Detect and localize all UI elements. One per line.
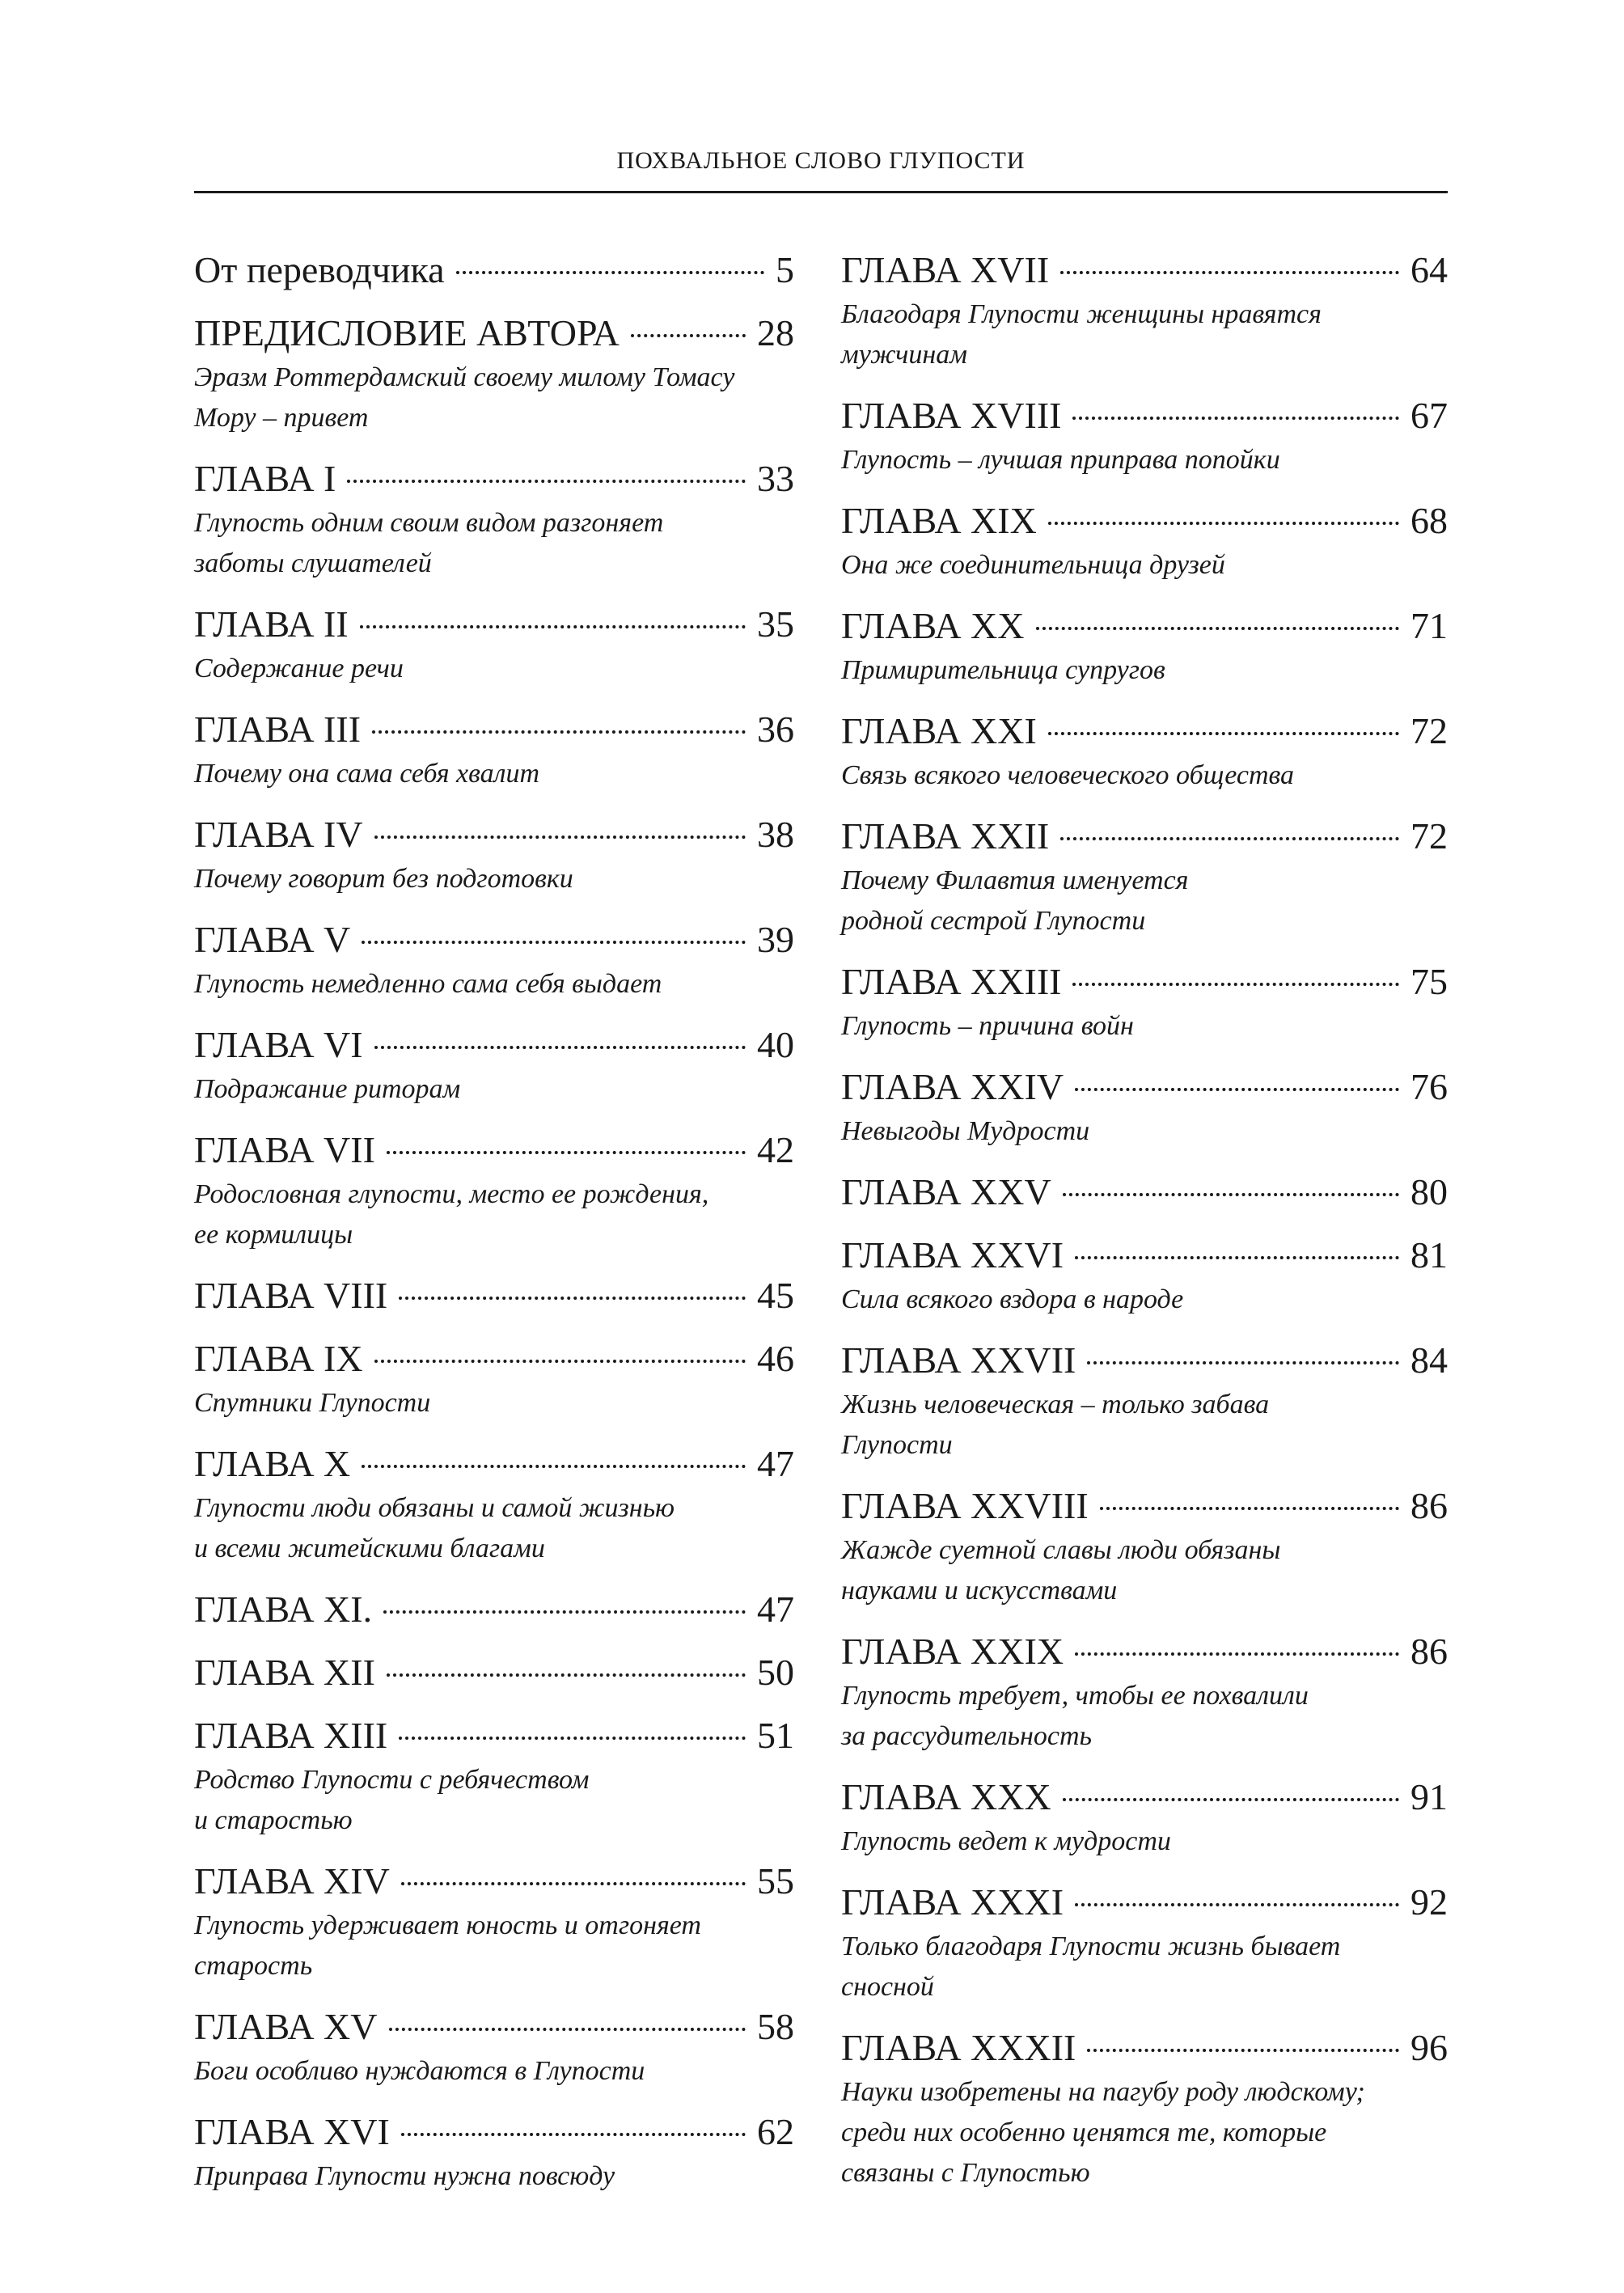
toc-entry-row (841, 1338, 1448, 1383)
toc-entry-title: ГЛАВА XVII (841, 249, 1050, 290)
toc-entry-subtitle: Приправа Глупости нужна повсюду (194, 2161, 615, 2191)
toc-entry-page: 64 (1410, 249, 1448, 290)
toc-entry-subtitle: Примирительница супругов (841, 655, 1165, 685)
toc-entry-page: 55 (757, 1860, 794, 1902)
toc-entry-subtitle: Жажде суетной славы люди обязаны науками и искусствами (841, 1535, 1281, 1606)
toc-entry-title: ГЛАВА XXI (841, 710, 1037, 751)
toc-entry-row (194, 1441, 794, 1487)
toc-entry (194, 1859, 794, 1986)
toc-entry-page: 86 (1410, 1631, 1448, 1672)
toc-entry (841, 814, 1448, 941)
toc-dot-leader (456, 271, 764, 274)
toc-entry (194, 1336, 794, 1424)
toc-dot-leader (374, 1360, 746, 1363)
toc-entry (841, 603, 1448, 691)
toc-dot-leader (1036, 627, 1400, 630)
toc-entry-title: ГЛАВА II (194, 603, 349, 645)
toc-entry-subtitle: Глупость немедленно сама себя выдает (194, 969, 662, 999)
toc-entry-title: ГЛАВА XXVIII (841, 1485, 1089, 1526)
toc-entry-title: ГЛАВА IV (194, 814, 363, 855)
toc-entry-page: 40 (757, 1024, 794, 1065)
toc-entry (841, 393, 1448, 480)
toc-entry-subtitle: Содержание речи (194, 654, 404, 683)
toc-entry (194, 917, 794, 1005)
toc-entry-page: 96 (1410, 2027, 1448, 2068)
toc-entry-row (841, 393, 1448, 438)
toc-entry-title: ГЛАВА XXXII (841, 2027, 1076, 2068)
toc-entry-subtitle: Почему говорит без подготовки (194, 864, 573, 894)
toc-entry-page: 47 (757, 1443, 794, 1484)
toc-entry (194, 1650, 794, 1695)
toc-entry-title: ГЛАВА XXIII (841, 961, 1062, 1002)
toc-entry-row (194, 2004, 794, 2050)
toc-entry (841, 1775, 1448, 1862)
toc-entry-title: ГЛАВА VIII (194, 1275, 388, 1316)
toc-entry-row (194, 311, 794, 356)
toc-entry-title: ГЛАВА XIV (194, 1860, 390, 1902)
toc-entry-title: ГЛАВА XXIV (841, 1066, 1064, 1107)
toc-entry-subtitle: Науки изобретены на пагубу роду людскому; среди них особенно ценятся те, которые связаны с Глупостью (841, 2077, 1365, 2188)
toc-entry (841, 2025, 1448, 2194)
toc-entry-title: ГЛАВА XXII (841, 815, 1050, 857)
toc-entry-subtitle: Глупость – лучшая приправа попойки (841, 445, 1280, 475)
toc-entry-title: ГЛАВА XXX (841, 1776, 1051, 1817)
toc-dot-leader (401, 2133, 746, 2136)
toc-entry-page: 81 (1410, 1234, 1448, 1276)
toc-dot-leader (362, 1465, 746, 1468)
toc-entry (841, 1064, 1448, 1152)
toc-dot-leader (1075, 1088, 1399, 1091)
toc-entry (194, 1587, 794, 1632)
toc-column-right (841, 247, 1448, 2211)
toc-entry (841, 1170, 1448, 1215)
toc-entry-row (841, 1064, 1448, 1110)
toc-entry (841, 1880, 1448, 2007)
toc-entry-title: ГЛАВА X (194, 1443, 351, 1484)
toc-entry-title: ГЛАВА XXV (841, 1171, 1051, 1212)
toc-entry-subtitle: Глупость удерживает юность и отгоняет старость (194, 1910, 701, 1981)
toc-entry (841, 498, 1448, 586)
toc-entry-title: ГЛАВА XI. (194, 1589, 373, 1630)
toc-entry-subtitle: Почему она сама себя хвалит (194, 759, 540, 789)
toc-entry-page: 72 (1410, 815, 1448, 857)
toc-entry-title: ПРЕДИСЛОВИЕ АВТОРА (194, 312, 620, 353)
toc-entry-page: 84 (1410, 1339, 1448, 1381)
toc-entry (194, 247, 794, 293)
toc-entry-title: ГЛАВА XXXI (841, 1881, 1064, 1923)
toc-entry-page: 39 (757, 919, 794, 960)
toc-entry-title: ГЛАВА XIII (194, 1715, 388, 1756)
toc-entry-row (841, 814, 1448, 859)
toc-entry (194, 1127, 794, 1255)
toc-entry (194, 1441, 794, 1569)
toc-entry-row (194, 247, 794, 293)
toc-entry (841, 709, 1448, 796)
toc-entry-row (194, 917, 794, 962)
toc-entry-row (841, 2025, 1448, 2071)
toc-entry-subtitle: Эразм Роттердамский своему милому Томасу Мору – привет (194, 362, 735, 433)
toc-entry-page: 72 (1410, 710, 1448, 751)
toc-entry-row (841, 1880, 1448, 1925)
toc-entry-subtitle: Только благодаря Глупости жизнь бывает сносной (841, 1931, 1341, 2002)
toc-dot-leader (1075, 1903, 1399, 1906)
toc-dot-leader (1100, 1507, 1399, 1510)
toc-entry (194, 2109, 794, 2197)
toc-entry-subtitle: Подражание риторам (194, 1074, 461, 1104)
toc-entry-page: 86 (1410, 1485, 1448, 1526)
toc-dot-leader (399, 1297, 746, 1300)
toc-column-left (194, 247, 794, 2215)
toc-dot-leader (631, 334, 746, 337)
toc-entry-row (841, 1483, 1448, 1529)
toc-dot-leader (1072, 983, 1399, 986)
toc-entry-page: 75 (1410, 961, 1448, 1002)
toc-dot-leader (372, 730, 746, 734)
toc-entry-title: ГЛАВА XX (841, 605, 1025, 646)
toc-entry-title: ГЛАВА XXVI (841, 1234, 1064, 1276)
toc-entry-row (194, 1336, 794, 1381)
toc-entry-subtitle: Жизнь человеческая – только забава Глупости (841, 1390, 1270, 1460)
toc-entry-title: ГЛАВА XXIX (841, 1631, 1064, 1672)
toc-entry-subtitle: Сила всякого вздора в народе (841, 1284, 1184, 1314)
toc-entry-title: ГЛАВА XII (194, 1652, 375, 1693)
toc-entry-page: 91 (1410, 1776, 1448, 1817)
toc-entry-title: ГЛАВА V (194, 919, 351, 960)
toc-entry-page: 35 (757, 603, 794, 645)
toc-entry-row (841, 1233, 1448, 1278)
toc-entry-row (194, 1713, 794, 1758)
toc-entry (194, 707, 794, 794)
toc-dot-leader (374, 1046, 746, 1049)
toc-entry-subtitle: Боги особливо нуждаются в Глупости (194, 2056, 645, 2086)
toc-entry-page: 67 (1410, 395, 1448, 436)
toc-entry-subtitle: Глупости люди обязаны и самой жизнью и всеми житейскими благами (194, 1493, 675, 1563)
toc-entry-subtitle: Родословная глупости, место ее рождения, ее кормилицы (194, 1179, 709, 1250)
toc-entry-row (194, 456, 794, 501)
toc-entry-row (194, 602, 794, 647)
toc-entry-subtitle: Почему Филавтия именуется родной сестрой Глупости (841, 865, 1189, 936)
toc-entry-row (194, 707, 794, 752)
toc-entry-row (841, 1629, 1448, 1674)
toc-entry-row (194, 1650, 794, 1695)
toc-entry (194, 456, 794, 584)
toc-entry-subtitle: Глупость одним своим видом разгоняет заботы слушателей (194, 508, 664, 578)
toc-dot-leader (399, 1737, 746, 1740)
toc-dot-leader (1060, 271, 1399, 274)
toc-entry-subtitle: Невыгоды Мудрости (841, 1116, 1090, 1146)
toc-dot-leader (362, 941, 746, 944)
toc-entry-subtitle: Она же соединительница друзей (841, 550, 1225, 580)
toc-dot-leader (387, 1151, 746, 1154)
toc-entry-title: От переводчика (194, 249, 445, 290)
toc-entry-page: 38 (757, 814, 794, 855)
toc-entry-row (194, 1273, 794, 1318)
toc-entry-page: 47 (757, 1589, 794, 1630)
toc-entry (194, 311, 794, 438)
toc-dot-leader (1060, 837, 1399, 840)
toc-entry-title: ГЛАВА VI (194, 1024, 363, 1065)
toc-dot-leader (347, 480, 746, 483)
toc-entry-row (194, 2109, 794, 2155)
toc-entry (194, 1273, 794, 1318)
toc-entry-subtitle: Глупость – причина войн (841, 1011, 1134, 1041)
toc-dot-leader (1072, 417, 1399, 420)
toc-entry-row (841, 603, 1448, 649)
header-rule (194, 191, 1448, 193)
toc-entry-row (841, 498, 1448, 544)
toc-dot-leader (360, 625, 746, 628)
toc-entry-page: 50 (757, 1652, 794, 1693)
toc-entry-page: 46 (757, 1338, 794, 1379)
toc-entry-page: 76 (1410, 1066, 1448, 1107)
toc-dot-leader (383, 1610, 746, 1614)
toc-entry-row (841, 959, 1448, 1005)
toc-entry (841, 959, 1448, 1047)
toc-entry-title: ГЛАВА XXVII (841, 1339, 1076, 1381)
toc-entry-subtitle: Глупость ведет к мудрости (841, 1826, 1171, 1856)
toc-entry-subtitle: Благодаря Глупости женщины нравятся мужчинам (841, 299, 1322, 370)
toc-entry-row (194, 812, 794, 857)
toc-dot-leader (1075, 1256, 1399, 1259)
toc-dot-leader (1063, 1798, 1399, 1801)
toc-entry-subtitle: Глупость требует, чтобы ее похвалили за рассудительность (841, 1681, 1309, 1751)
toc-dot-leader (401, 1882, 746, 1885)
toc-entry (841, 1483, 1448, 1611)
toc-entry (841, 247, 1448, 375)
toc-entry-page: 36 (757, 709, 794, 750)
toc-dot-leader (387, 1673, 746, 1677)
toc-entry-page: 71 (1410, 605, 1448, 646)
toc-entry-row (194, 1127, 794, 1173)
toc-entry-row (194, 1022, 794, 1068)
toc-entry-subtitle: Родство Глупости с ребячеством и старостью (194, 1765, 590, 1835)
toc-entry-page: 45 (757, 1275, 794, 1316)
toc-entry (194, 1713, 794, 1841)
running-title: ПОХВАЛЬНОЕ СЛОВО ГЛУПОСТИ (616, 147, 1026, 174)
toc-dot-leader (1087, 1361, 1399, 1364)
toc-entry-title: ГЛАВА III (194, 709, 362, 750)
toc-entry-page: 51 (757, 1715, 794, 1756)
toc-dot-leader (389, 2028, 746, 2031)
toc-dot-leader (1048, 522, 1399, 525)
toc-entry-title: ГЛАВА XIX (841, 500, 1037, 541)
toc-entry (194, 812, 794, 899)
toc-entry (841, 1233, 1448, 1320)
toc-entry-row (841, 1170, 1448, 1215)
toc-entry (841, 1338, 1448, 1466)
toc-entry-title: ГЛАВА IX (194, 1338, 363, 1379)
toc-entry-page: 62 (757, 2111, 794, 2152)
toc-entry-page: 28 (757, 312, 794, 353)
toc-entry-page: 5 (776, 249, 794, 290)
toc-entry-subtitle: Связь всякого человеческого общества (841, 760, 1295, 790)
toc-entry-page: 80 (1410, 1171, 1448, 1212)
toc-entry-title: ГЛАВА XV (194, 2006, 378, 2047)
toc-entry-row (841, 709, 1448, 754)
toc-entry-row (841, 1775, 1448, 1820)
toc-entry-title: ГЛАВА XVIII (841, 395, 1062, 436)
toc-entry-page: 92 (1410, 1881, 1448, 1923)
toc-entry-page: 33 (757, 458, 794, 499)
toc-entry (194, 2004, 794, 2092)
toc-entry-row (194, 1587, 794, 1632)
toc-entry-title: ГЛАВА XVI (194, 2111, 390, 2152)
toc-entry-title: ГЛАВА VII (194, 1129, 375, 1170)
toc-entry (194, 1022, 794, 1110)
toc-entry-page: 42 (757, 1129, 794, 1170)
toc-entry-title: ГЛАВА I (194, 458, 336, 499)
toc-entry-page: 68 (1410, 500, 1448, 541)
toc-entry-page: 58 (757, 2006, 794, 2047)
toc-dot-leader (1087, 2049, 1399, 2052)
toc-entry-row (194, 1859, 794, 1904)
toc-entry (194, 602, 794, 689)
toc-dot-leader (1075, 1652, 1399, 1656)
toc-entry (841, 1629, 1448, 1757)
toc-dot-leader (374, 836, 746, 839)
toc-dot-leader (1048, 732, 1399, 735)
toc-entry-subtitle: Спутники Глупости (194, 1388, 431, 1418)
toc-entry-row (841, 247, 1448, 293)
toc-dot-leader (1063, 1193, 1399, 1196)
